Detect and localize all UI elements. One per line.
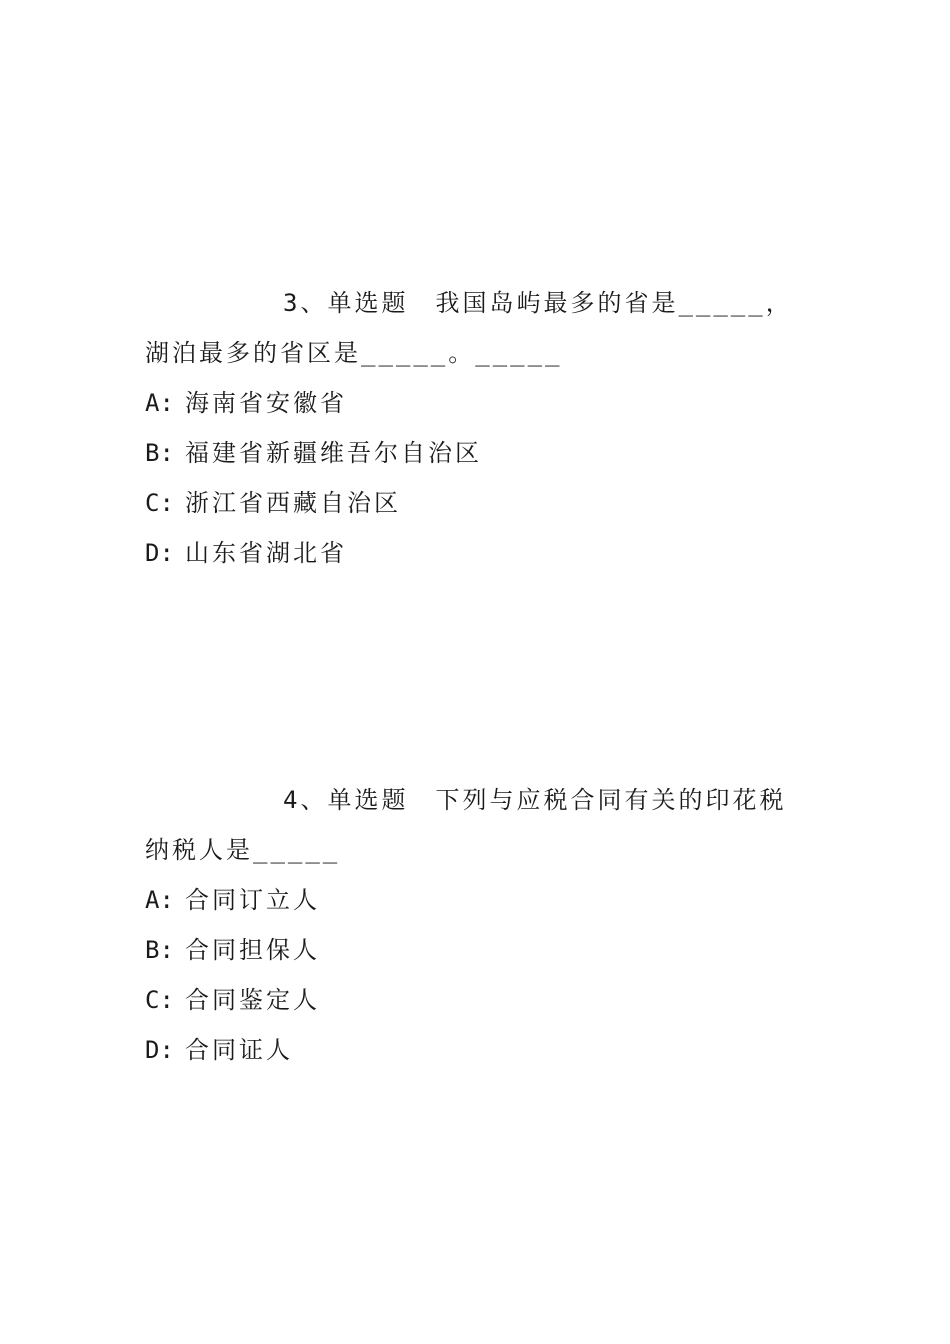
option-b: [145, 428, 805, 478]
option-d: [145, 1025, 805, 1075]
option-text: 合同订立人: [185, 886, 320, 914]
option-letter: C:: [145, 986, 174, 1014]
option-text: 合同担保人: [185, 936, 320, 964]
option-text: 福建省新疆维吾尔自治区: [185, 439, 482, 467]
option-c: [145, 975, 805, 1025]
option-a: [145, 378, 805, 428]
option-letter: B:: [145, 936, 174, 964]
option-letter: D:: [145, 539, 174, 567]
option-text: 合同鉴定人: [185, 986, 320, 1014]
option-text: 山东省湖北省: [185, 539, 347, 567]
option-letter: A:: [145, 389, 174, 417]
question-4: [145, 775, 805, 1075]
option-letter: B:: [145, 439, 174, 467]
option-a: [145, 875, 805, 925]
option-letter: C:: [145, 489, 174, 517]
option-text: 海南省安徽省: [185, 389, 347, 417]
option-d: [145, 528, 805, 578]
option-letter: A:: [145, 886, 174, 914]
question-stem: 3、单选题 我国岛屿最多的省是_____，湖泊最多的省区是_____。_____: [145, 289, 793, 367]
option-text: 合同证人: [185, 1036, 293, 1064]
question-stem: 4、单选题 下列与应税合同有关的印花税纳税人是_____: [145, 786, 787, 864]
option-b: [145, 925, 805, 975]
option-c: [145, 478, 805, 528]
option-letter: D:: [145, 1036, 174, 1064]
question-3: [145, 278, 805, 578]
option-text: 浙江省西藏自治区: [185, 489, 401, 517]
